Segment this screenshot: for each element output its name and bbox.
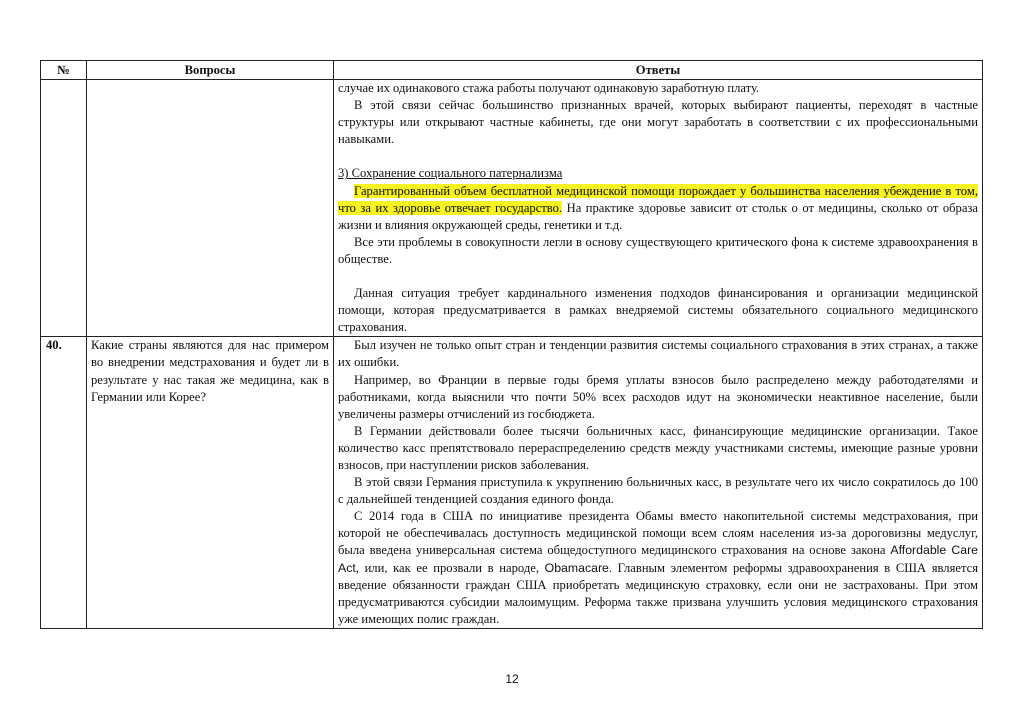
usa-text-2: , или, как ее прозвали в народе, bbox=[355, 560, 545, 575]
table-row-continuation bbox=[41, 80, 983, 337]
row-number: 40. bbox=[41, 337, 87, 629]
answer-paragraph: Данная ситуация требует кардинального изменения подходов финансирования и организации медицинской помощи, которая предусматривается в рамках внедряемой системы обязательного социального медицинского страхования. bbox=[338, 286, 978, 335]
header-number: № bbox=[41, 61, 87, 80]
cell-answer-continuation bbox=[334, 80, 983, 337]
highlighted-text: Гарантированный объем бесплатной медицинской помощи порождает у большинства населения убеждение в том, что за их здоровье отвечает государство. bbox=[338, 183, 978, 215]
after-highlight-text: На практике здоровье зависит от стольк о от медицины, сколько от образа жизни и влияния окружающей среды, генетики и т.д. bbox=[338, 200, 978, 232]
answer-paragraph: В этой связи Германия приступила к укрупнению больничных касс, в результате чего их число сократилось до 100 с дальнейшей тенденцией создания единого фонда. bbox=[338, 475, 978, 507]
answer-paragraph: Например, во Франции в первые годы бремя уплаты взносов было распределено между работодателями и работниками, когда выяснили что почти 50% всех расходов идут на экономически неактивное население, были увеличены размеры отчислений из госбюджета. bbox=[338, 372, 978, 421]
answer-paragraph: Все эти проблемы в совокупности легли в основу существующего критического фона к системе здравоохранения в обществе. bbox=[338, 234, 978, 266]
header-questions: Вопросы bbox=[87, 61, 334, 80]
answer-paragraph-highlighted bbox=[338, 183, 978, 234]
answer-paragraph: В этой связи сейчас большинство признанных врачей, которых выбирают пациенты, переходят в частные структуры или открывают частные кабинеты, где они могут заработать в соответствии с их профессиональными навыками. bbox=[338, 98, 978, 147]
qa-table bbox=[40, 60, 983, 629]
table-header-row bbox=[41, 61, 983, 80]
cell-number-empty bbox=[41, 80, 87, 337]
question-text: Какие страны являются для нас примером во внедрении медстрахования и будет ли в результате у нас такая же медицина, как в Германии или Корее? bbox=[87, 337, 334, 629]
section-heading-text: 3) Сохранение социального патернализма bbox=[338, 166, 563, 181]
header-answers: Ответы bbox=[334, 61, 983, 80]
cell-question-empty bbox=[87, 80, 334, 337]
answer-paragraph-usa bbox=[338, 508, 978, 628]
answer-paragraph: случае их одинакового стажа работы получают одинаковую заработную плату. bbox=[338, 81, 760, 96]
answer-paragraph: Был изучен не только опыт стран и тенденции развития системы социального страхования в этих странах, а также их ошибки. bbox=[338, 338, 978, 370]
usa-text-3: . Главным элементом реформы здравоохранения в США является введение обязанности граждан США приобретать медицинскую страховку, если они не застрахованы. При этом предусматриваются субсидии малоимущим. Реформа также призвана улучшить условия медицинского страхования уже имеющих полис граждан. bbox=[338, 560, 978, 626]
obamacare-name: Obamacare bbox=[544, 560, 609, 575]
table-row-40 bbox=[41, 337, 983, 629]
aca-law-name: Affordable Care Act bbox=[338, 543, 979, 575]
cell-answer-40 bbox=[334, 337, 983, 629]
page-number: 12 bbox=[505, 672, 519, 686]
section-heading bbox=[338, 165, 978, 182]
usa-text-1: С 2014 года в США по инициативе президента Обамы вместо накопительной системы медстрахования, при которой не обеспечивалась доступность медицинской помощи всем слоям населения из-за дороговизны медуслуг, была введена универсальная система общедоступного медицинского страхования на основе закона bbox=[338, 509, 978, 558]
answer-paragraph: В Германии действовали более тысячи больничных касс, финансирующие медицинские организации. Такое количество касс препятствовало перераспределению средств между участниками системы, имеющие разные уровни взносов, при наступлении рисков заболевания. bbox=[338, 423, 978, 472]
